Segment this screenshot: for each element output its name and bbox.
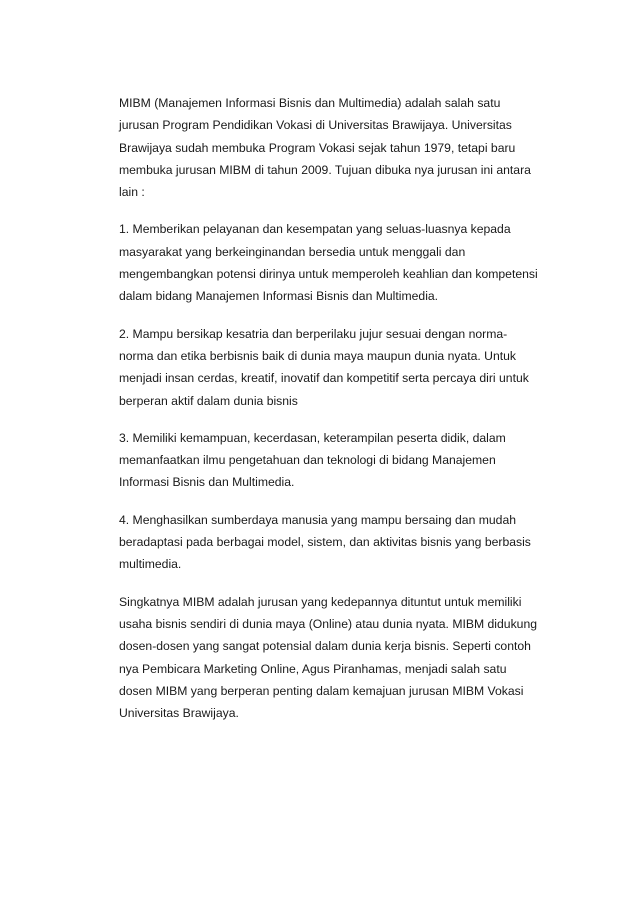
text-line: jurusan Program Pendidikan Vokasi di Universitas Brawijaya. Universitas (119, 118, 512, 133)
text-line: membuka jurusan MIBM di tahun 2009. Tujuan dibuka nya jurusan ini antara (119, 162, 531, 177)
text-line: berperan aktif dalam dunia bisnis (119, 393, 298, 408)
text-line: beradaptasi pada berbagai model, sistem, dan aktivitas bisnis yang berbasis (119, 535, 531, 550)
paragraph-goal-3 (119, 427, 551, 494)
text-line: 4. Menghasilkan sumberdaya manusia yang mampu bersaing dan mudah (119, 512, 517, 527)
text-line: norma dan etika berbisnis baik di dunia maya maupun dunia nyata. Untuk (119, 348, 517, 363)
text-line: menjadi insan cerdas, kreatif, inovatif dan kompetitif serta percaya diri untuk (119, 371, 529, 386)
text-line: dosen MIBM yang berperan penting dalam kemajuan jurusan MIBM Vokasi (119, 683, 524, 698)
text-line: Universitas Brawijaya. (119, 706, 239, 721)
text-line: 3. Memiliki kemampuan, kecerdasan, keterampilan peserta didik, dalam (119, 430, 506, 445)
text-line: MIBM (Manajemen Informasi Bisnis dan Multimedia) adalah salah satu (119, 96, 501, 110)
document-body (119, 92, 551, 739)
paragraph-goal-1 (119, 218, 551, 307)
text-line: mengembangkan potensi dirinya untuk memperoleh keahlian dan kompetensi (119, 267, 538, 282)
paragraph-intro (119, 92, 551, 203)
text-line: Brawijaya sudah membuka Program Vokasi sejak tahun 1979, tetapi baru (119, 140, 516, 155)
text-line: 2. Mampu bersikap kesatria dan berperilaku jujur sesuai dengan norma- (119, 326, 508, 341)
text-line: dalam bidang Manajemen Informasi Bisnis dan Multimedia. (119, 289, 439, 304)
paragraph-goal-2 (119, 323, 551, 412)
text-line: memanfaatkan ilmu pengetahuan dan teknologi di bidang Manajemen (119, 453, 496, 468)
text-line: Singkatnya MIBM adalah jurusan yang kedepannya dituntut untuk memiliki (119, 594, 522, 609)
text-line: dosen-dosen yang sangat potensial dalam dunia kerja bisnis. Seperti contoh (119, 639, 531, 654)
text-line: nya Pembicara Marketing Online, Agus Piranhamas, menjadi salah satu (119, 661, 507, 676)
text-line: Informasi Bisnis dan Multimedia. (119, 475, 295, 490)
text-line: usaha bisnis sendiri di dunia maya (Online) atau dunia nyata. MIBM didukung (119, 616, 537, 631)
paragraph-goal-4 (119, 509, 551, 576)
text-line: masyarakat yang berkeinginandan bersedia untuk menggali dan (119, 244, 466, 259)
text-line: multimedia. (119, 557, 182, 572)
paragraph-summary (119, 591, 551, 725)
text-line: lain : (119, 185, 145, 200)
text-line: 1. Memberikan pelayanan dan kesempatan yang seluas-luasnya kepada (119, 222, 511, 237)
